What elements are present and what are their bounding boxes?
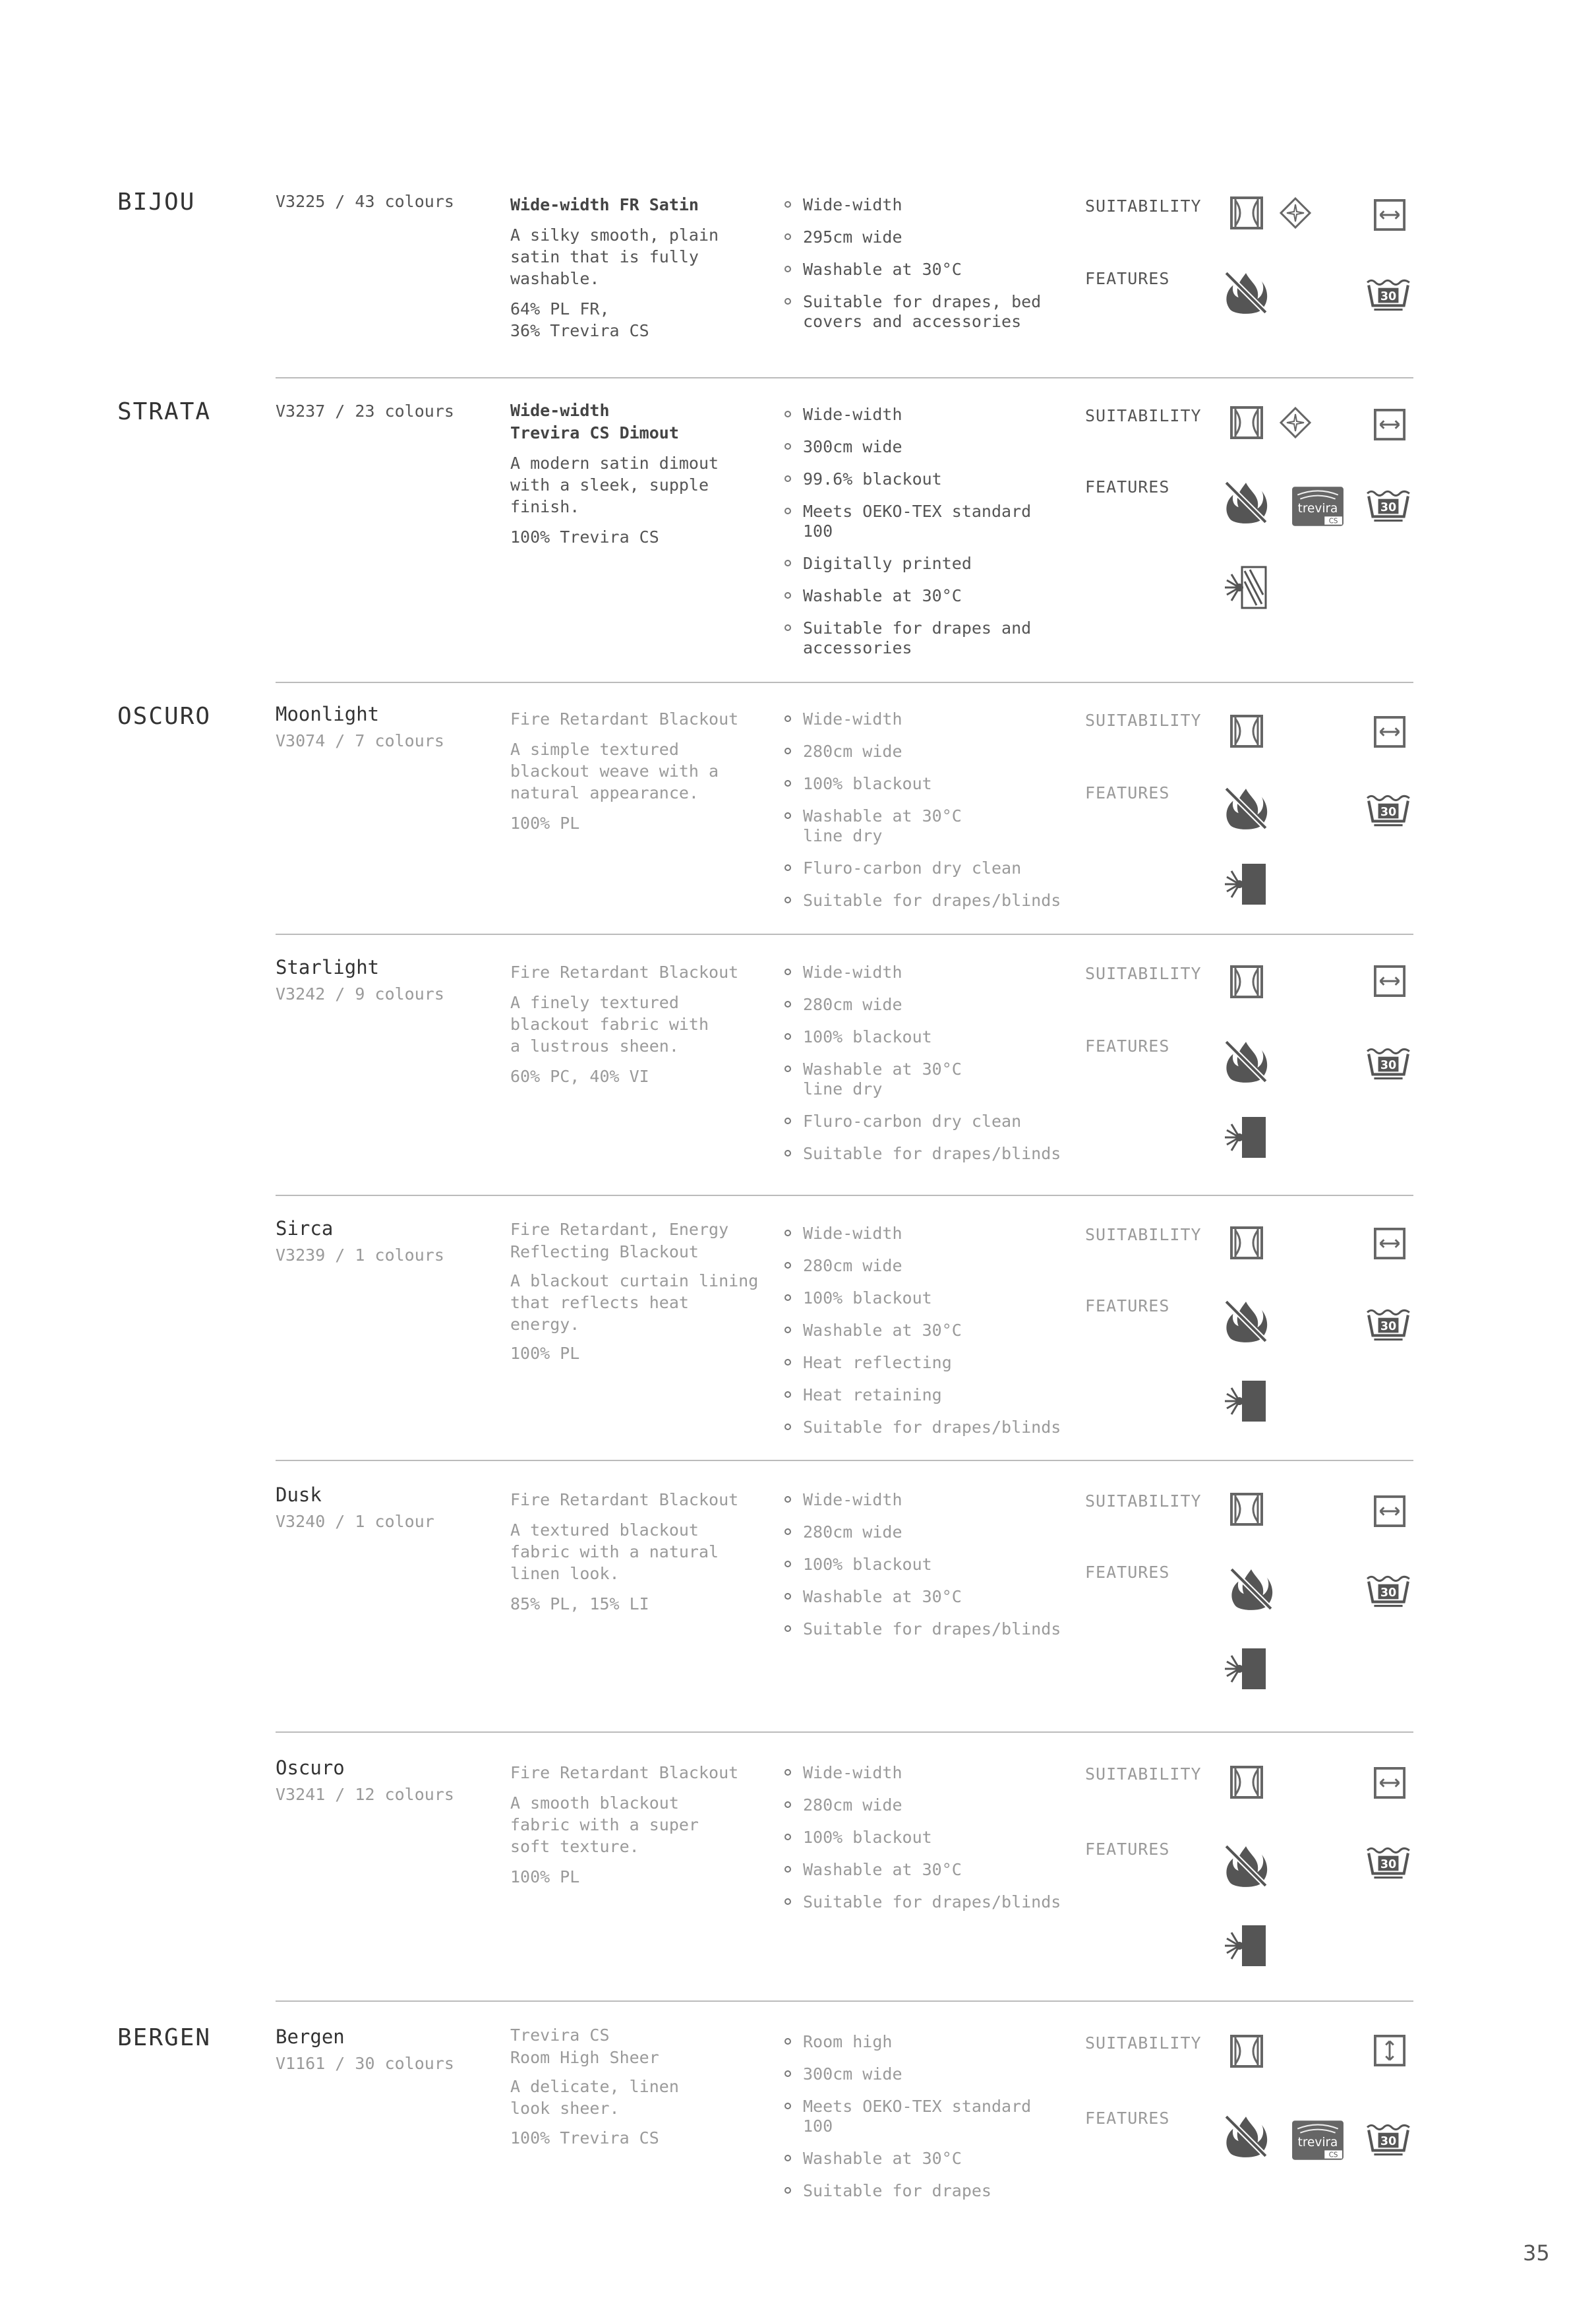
sparkle-diamond-icon [1279, 196, 1312, 229]
feature-item: Fluro-carbon dry clean [784, 1112, 1061, 1131]
description-line: that reflects heat [510, 1293, 689, 1312]
curtain-window-icon [1230, 196, 1263, 229]
composition-line: 64% PL FR, [510, 299, 610, 318]
section-title-strata: STRATA [117, 398, 212, 425]
feature-item: Heat reflecting [784, 1353, 1061, 1373]
composition-line: 36% Trevira CS [510, 321, 649, 340]
feature-list [784, 1224, 1061, 1450]
feature-item: Meets OEKO-TEX standard 100 [784, 2097, 1035, 2136]
feature-item: Wide-width [784, 709, 1061, 729]
description-line: A textured blackout [510, 1520, 699, 1540]
divider [276, 1731, 1413, 1733]
composition [510, 2127, 659, 2149]
curtain-window-icon [1230, 2035, 1263, 2068]
product-name: Bergen [276, 2026, 345, 2048]
feature-item: 280cm wide [784, 1522, 1061, 1542]
feature-item: Suitable for drapes/blinds [784, 1892, 1061, 1912]
description-line: A modern satin dimout [510, 454, 719, 473]
fire-retardant-icon [1227, 1565, 1275, 1613]
description-line: A silky smooth, plain [510, 225, 719, 245]
feature-item: Washable at 30°C [784, 1321, 1061, 1340]
fire-retardant-icon [1222, 479, 1270, 526]
description [510, 992, 709, 1057]
suitability-label: SUITABILITY [1085, 1225, 1202, 1244]
sun-filter-icon [1222, 564, 1268, 611]
feature-item: Wide-width [784, 1490, 1061, 1510]
fabric-type: Fire Retardant Blackout [510, 1763, 739, 1782]
fabric-type-line: Trevira CS Dimout [510, 423, 679, 442]
description-line: a lustrous sheen. [510, 1036, 679, 1056]
feature-item: 100% blackout [784, 1288, 1061, 1308]
fabric-type-line: Room High Sheer [510, 2048, 659, 2067]
features-label: FEATURES [1085, 2109, 1170, 2128]
curtain-window-icon [1230, 1226, 1263, 1259]
product-name: Oscuro [276, 1757, 345, 1779]
product-code: V1161 / 30 colours [276, 2054, 454, 2073]
feature-item: 99.6% blackout [784, 469, 1035, 489]
curtain-window-icon [1230, 715, 1263, 748]
feature-item: 280cm wide [784, 1256, 1061, 1276]
fire-retardant-icon [1222, 2113, 1270, 2160]
feature-item: Wide-width [784, 1763, 1061, 1783]
feature-item: 100% blackout [784, 1828, 1061, 1847]
composition [510, 812, 579, 834]
fabric-type-line: Trevira CS [510, 2026, 610, 2045]
feature-item: 300cm wide [784, 437, 1035, 457]
description [510, 738, 719, 804]
features-label: FEATURES [1085, 1296, 1170, 1315]
composition-line: 100% PL [510, 1344, 580, 1363]
wash-30-icon [1365, 489, 1412, 524]
feature-item: Fluro-carbon dry clean [784, 858, 1061, 878]
feature-list [784, 195, 1061, 344]
description-line: finish. [510, 497, 580, 516]
trevira-cs-logo [1291, 485, 1345, 527]
page-number: 35 [1523, 2240, 1550, 2266]
feature-list [784, 709, 1061, 923]
feature-item: Room high [784, 2032, 1035, 2052]
fire-retardant-icon [1222, 1298, 1270, 1345]
product-code: V3237 / 23 colours [276, 402, 454, 421]
description-line: satin that is fully [510, 247, 699, 266]
composition [510, 1066, 649, 1087]
fire-retardant-icon [1222, 1038, 1270, 1085]
feature-item: 280cm wide [784, 1795, 1061, 1815]
product-code: V3225 / 43 colours [276, 192, 454, 211]
description-line: fabric with a natural [510, 1542, 719, 1561]
feature-list [784, 1763, 1061, 1925]
description-line: A delicate, linen [510, 2077, 679, 2096]
feature-list [784, 1490, 1061, 1652]
features-label: FEATURES [1085, 1840, 1170, 1859]
feature-item: Suitable for drapes/blinds [784, 1144, 1061, 1164]
description-line: blackout weave with a [510, 762, 719, 781]
feature-item: Wide-width [784, 195, 1061, 215]
composition-line: 85% PL, 15% LI [510, 1594, 649, 1613]
description-line: A blackout curtain lining [510, 1271, 759, 1290]
description-line: with a sleek, supple [510, 475, 709, 495]
wash-30-icon [1365, 278, 1412, 313]
fabric-type-line: Fire Retardant, Energy [510, 1220, 729, 1239]
composition-line: 100% Trevira CS [510, 527, 659, 547]
trevira-cs-logo [1291, 2119, 1345, 2161]
fabric-type [510, 400, 679, 444]
features-label: FEATURES [1085, 477, 1170, 496]
curtain-window-icon [1230, 965, 1263, 998]
feature-item: Washable at 30°C [784, 586, 1035, 606]
wide-width-arrow-icon [1374, 1767, 1405, 1799]
suitability-label: SUITABILITY [1085, 406, 1202, 425]
wide-width-arrow-icon [1374, 1228, 1405, 1259]
product-name: Moonlight [276, 703, 380, 725]
description-line: linen look. [510, 1564, 620, 1583]
suitability-label: SUITABILITY [1085, 1491, 1202, 1511]
feature-item: 280cm wide [784, 995, 1061, 1015]
blackout-icon [1222, 1114, 1268, 1160]
section-title-bergen: BERGEN [117, 2024, 212, 2051]
description-line: A simple textured [510, 740, 679, 759]
section-title-bijou: BIJOU [117, 189, 196, 216]
fire-retardant-icon [1222, 785, 1270, 832]
feature-list [784, 405, 1035, 671]
description-line: natural appearance. [510, 783, 699, 802]
wide-width-arrow-icon [1374, 199, 1405, 231]
feature-item: Suitable for drapes/blinds [784, 891, 1061, 911]
curtain-window-icon [1230, 1493, 1263, 1526]
curtain-window-icon [1230, 1766, 1263, 1799]
composition-line: 100% PL [510, 814, 580, 833]
fabric-type [510, 1218, 728, 1263]
section-title-oscuro: OSCURO [117, 703, 212, 730]
composition-line: 100% Trevira CS [510, 2128, 659, 2148]
feature-item: Washable at 30°C [784, 1860, 1061, 1880]
fabric-type-line: Reflecting Blackout [510, 1242, 699, 1261]
blackout-icon [1222, 1378, 1268, 1424]
composition-line: 100% PL [510, 1867, 580, 1886]
description-line: fabric with a super [510, 1815, 699, 1834]
features-label: FEATURES [1085, 1563, 1170, 1582]
wash-30-icon [1365, 1575, 1412, 1609]
description [510, 452, 719, 518]
divider [276, 2000, 1413, 2002]
feature-item: Washable at 30°C line dry [784, 1060, 1001, 1099]
description [510, 1270, 758, 1335]
product-code: V3239 / 1 colours [276, 1246, 444, 1265]
product-name: Sirca [276, 1217, 334, 1240]
feature-item: 100% blackout [784, 774, 1061, 794]
feature-item: Meets OEKO-TEX standard 100 [784, 502, 1035, 541]
description-line: blackout fabric with [510, 1015, 709, 1034]
feature-item: 100% blackout [784, 1555, 1061, 1575]
product-code: V3242 / 9 colours [276, 984, 444, 1004]
description [510, 224, 719, 289]
fabric-type: Fire Retardant Blackout [510, 1490, 739, 1509]
composition [510, 1866, 579, 1888]
feature-item: 100% blackout [784, 1027, 1061, 1047]
divider [276, 1195, 1413, 1196]
feature-list [784, 2032, 1035, 2213]
feature-item: Washable at 30°C [784, 1587, 1061, 1607]
feature-item: Suitable for drapes, bed covers and accessories [784, 292, 1061, 332]
composition [510, 1342, 579, 1364]
blackout-icon [1222, 1923, 1268, 1969]
feature-item: 300cm wide [784, 2064, 1035, 2084]
feature-item: Heat retaining [784, 1385, 1061, 1405]
feature-item: Digitally printed [784, 554, 1035, 574]
feature-item: Suitable for drapes/blinds [784, 1418, 1061, 1437]
suitability-label: SUITABILITY [1085, 2033, 1202, 2053]
divider [276, 1460, 1413, 1461]
suitability-label: SUITABILITY [1085, 1764, 1202, 1784]
description [510, 1792, 699, 1857]
composition [510, 526, 659, 548]
suitability-label: SUITABILITY [1085, 964, 1202, 983]
composition [510, 298, 649, 342]
feature-item: Wide-width [784, 1224, 1061, 1244]
description-line: A smooth blackout [510, 1793, 679, 1813]
description [510, 1519, 719, 1584]
product-code: V3241 / 12 colours [276, 1785, 454, 1804]
wide-width-arrow-icon [1374, 965, 1405, 997]
fire-retardant-icon [1222, 1842, 1270, 1890]
feature-item: 280cm wide [784, 742, 1061, 762]
description-line: washable. [510, 269, 600, 288]
product-code: V3240 / 1 colour [276, 1512, 434, 1531]
feature-item: 295cm wide [784, 227, 1061, 247]
fabric-type: Wide-width FR Satin [510, 195, 699, 214]
divider [276, 934, 1413, 935]
feature-item: Suitable for drapes [784, 2181, 1035, 2201]
suitability-label: SUITABILITY [1085, 711, 1202, 730]
product-name: Dusk [276, 1484, 322, 1506]
wash-30-icon [1365, 1308, 1412, 1342]
divider [276, 377, 1413, 378]
description-line: look sheer. [510, 2099, 620, 2118]
divider [276, 682, 1413, 683]
feature-item: Washable at 30°C [784, 260, 1061, 280]
description [510, 2076, 679, 2119]
product-name: Starlight [276, 956, 380, 978]
wash-30-icon [1365, 1047, 1412, 1081]
feature-item: Wide-width [784, 405, 1035, 425]
feature-item: Suitable for drapes/blinds [784, 1619, 1061, 1639]
features-label: FEATURES [1085, 1036, 1170, 1056]
blackout-icon [1222, 1646, 1268, 1692]
wide-width-arrow-icon [1374, 716, 1405, 748]
feature-item: Washable at 30°C line dry [784, 806, 1001, 846]
blackout-icon [1222, 861, 1268, 907]
curtain-window-icon [1230, 406, 1263, 439]
fabric-type: Fire Retardant Blackout [510, 709, 739, 729]
features-label: FEATURES [1085, 783, 1170, 802]
description-line: soft texture. [510, 1837, 639, 1856]
composition-line: 60% PC, 40% VI [510, 1067, 649, 1086]
fabric-type-line: Wide-width [510, 401, 610, 420]
composition [510, 1593, 649, 1615]
feature-item: Wide-width [784, 963, 1061, 982]
feature-item: Suitable for drapes and accessories [784, 618, 1035, 658]
suitability-label: SUITABILITY [1085, 196, 1202, 216]
product-code: V3074 / 7 colours [276, 731, 444, 750]
fabric-type [510, 2024, 659, 2069]
sparkle-diamond-icon [1279, 406, 1312, 439]
room-high-arrow-icon [1374, 2035, 1405, 2066]
wash-30-icon [1365, 2123, 1412, 2157]
features-label: FEATURES [1085, 269, 1170, 288]
fabric-type: Fire Retardant Blackout [510, 963, 739, 982]
fire-retardant-icon [1222, 269, 1270, 316]
wide-width-arrow-icon [1374, 409, 1405, 440]
wash-30-icon [1365, 794, 1412, 828]
description-line: A finely textured [510, 993, 679, 1012]
feature-list [784, 963, 1061, 1176]
wash-30-icon [1365, 1846, 1412, 1880]
wide-width-arrow-icon [1374, 1495, 1405, 1527]
description-line: energy. [510, 1315, 580, 1334]
feature-item: Washable at 30°C [784, 2149, 1035, 2169]
